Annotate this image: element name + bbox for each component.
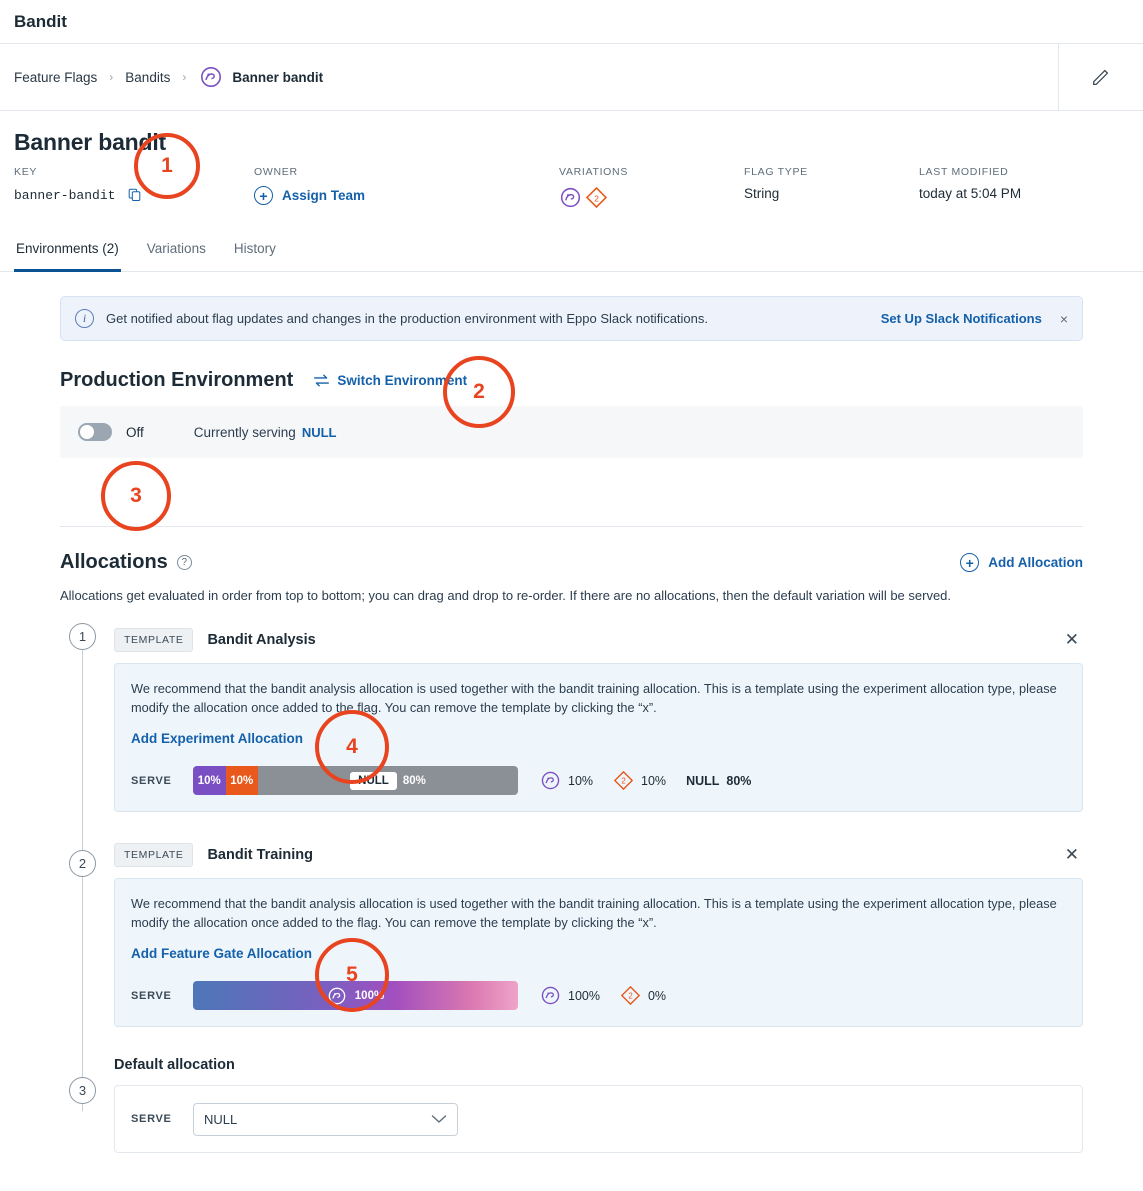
page-title: Bandit	[14, 11, 67, 31]
allocation-index-3: 3	[69, 1077, 96, 1104]
diamond-2-icon	[613, 770, 634, 791]
add-experiment-allocation-link[interactable]: Add Experiment Allocation	[131, 731, 304, 747]
meta-key	[14, 166, 254, 207]
breadcrumb-item-feature-flags[interactable]: Feature Flags	[14, 69, 98, 85]
legend-item-bandit	[540, 985, 600, 1006]
flag-title: Banner bandit	[14, 129, 167, 155]
environment-header	[60, 369, 1083, 392]
toggle-state-label: Off	[126, 424, 144, 440]
legend-item-bandit	[540, 770, 593, 791]
allocation-split-bar	[193, 766, 518, 795]
default-variation-select[interactable]	[193, 1103, 458, 1136]
allocation-card-bandit-training	[114, 838, 1083, 1027]
meta-flag-type	[744, 166, 919, 201]
currently-serving-label: Currently serving	[193, 424, 296, 440]
toggle-knob	[80, 425, 94, 439]
setup-slack-notifications-link[interactable]: Set Up Slack Notifications	[880, 311, 1042, 326]
annotation-marker-4: 4	[315, 710, 389, 784]
chevron-down-icon	[431, 1112, 447, 1127]
serve-label: SERVE	[131, 1113, 172, 1126]
close-icon[interactable]: ✕	[1064, 630, 1079, 649]
meta-last-modified-label: LAST MODIFIED	[919, 166, 1009, 178]
breadcrumb	[0, 44, 1143, 111]
meta-flag-type-value: String	[744, 186, 780, 201]
annotation-marker-3: 3	[101, 461, 171, 531]
flag-header	[0, 111, 1143, 232]
bandit-icon	[198, 64, 224, 90]
legend-item-variation-2	[613, 770, 666, 791]
help-icon[interactable]: ?	[177, 555, 192, 570]
tab-environments[interactable]: Environments (2)	[14, 233, 121, 272]
meta-key-label: KEY	[14, 166, 38, 178]
assign-team-button[interactable]	[254, 186, 559, 205]
slack-notification-banner	[60, 296, 1083, 341]
close-icon[interactable]: ✕	[1064, 845, 1079, 865]
breadcrumb-separator: ›	[109, 70, 114, 84]
currently-serving-value: NULL	[301, 424, 337, 440]
breadcrumb-item-bandits[interactable]: Bandits	[125, 69, 171, 85]
plus-icon: +	[254, 186, 273, 205]
meta-key-value: banner-bandit	[14, 188, 116, 203]
allocations-title: Allocations	[60, 551, 168, 573]
tab-variations[interactable]: Variations	[146, 241, 206, 256]
allocation-index-1: 1	[69, 623, 96, 650]
notice-text: Get notified about flag updates and changes in the production environment with Eppo Slack notifications.	[106, 311, 708, 326]
annotation-marker-2: 2	[443, 356, 515, 428]
pencil-icon	[1090, 66, 1112, 88]
legend-item-null	[686, 774, 751, 788]
plus-icon: +	[960, 553, 979, 572]
diamond-2-icon	[585, 186, 608, 214]
allocation-body-text: We recommend that the bandit analysis allocation is used together with the bandit training allocation. This is a template using the experiment allocation type, please modify the allocation once added to the flag. You can remove the template by clicking the “x”.	[131, 681, 1057, 715]
bar-null-pill: NULL	[350, 772, 397, 790]
allocations-list	[60, 623, 1083, 1153]
meta-last-modified-value: today at 5:04 PM	[919, 186, 1022, 201]
allocation-legend	[540, 985, 666, 1006]
allocation-body-text: We recommend that the bandit analysis allocation is used together with the bandit training allocation. This is a template using the experiment allocation type, please modify the allocation once added to the flag. You can remove the template by clicking the “x”.	[131, 896, 1057, 930]
allocation-legend	[540, 770, 751, 791]
bar-null-percent: 80%	[402, 774, 426, 787]
bandit-icon	[540, 770, 561, 791]
main-content	[0, 296, 1143, 1153]
tab-history[interactable]: History	[233, 241, 276, 256]
allocation-name: Bandit Training	[207, 847, 313, 864]
annotation-marker-5: 5	[315, 938, 389, 1012]
top-bar	[0, 0, 1143, 44]
bar-segment-null	[258, 766, 518, 795]
allocation-index-2: 2	[69, 850, 96, 877]
default-variation-value: NULL	[204, 1111, 238, 1127]
allocations-description: Allocations get evaluated in order from top to bottom; you can drag and drop to re-order. If there are no allocations, then the default variation will be served.	[60, 588, 952, 603]
allocation-split-bar	[193, 981, 518, 1010]
allocation-card-bandit-analysis	[114, 623, 1083, 812]
copy-icon[interactable]	[127, 187, 142, 207]
allocations-header	[60, 551, 1083, 574]
environment-toggle[interactable]	[78, 423, 112, 441]
bandit-icon	[559, 186, 582, 214]
template-badge: TEMPLATE	[114, 843, 193, 867]
bar-segment-variation-1: 10%	[193, 766, 226, 795]
serve-label: SERVE	[131, 989, 172, 1002]
svg-text:2: 2	[594, 193, 599, 204]
tab-bar	[0, 232, 1143, 272]
legend-variation-2-percent: 10%	[641, 773, 667, 788]
bar-percent-label: 100%	[354, 989, 385, 1002]
meta-variations-label: VARIATIONS	[559, 166, 629, 178]
assign-team-label: Assign Team	[282, 188, 366, 203]
bandit-icon	[540, 985, 561, 1006]
switch-environment-button[interactable]	[313, 373, 467, 388]
legend-bandit-percent: 10%	[568, 773, 594, 788]
add-allocation-label: Add Allocation	[988, 555, 1083, 570]
annotation-marker-1: 1	[134, 133, 200, 199]
meta-last-modified	[919, 166, 1021, 201]
serve-label: SERVE	[131, 774, 172, 787]
add-allocation-button[interactable]	[960, 553, 1083, 572]
environment-serving-bar	[60, 406, 1083, 458]
bar-segment-variation-2: 10%	[226, 766, 259, 795]
edit-flag-button[interactable]	[1058, 44, 1143, 110]
info-icon: i	[75, 309, 94, 328]
meta-variations	[559, 166, 744, 214]
template-badge: TEMPLATE	[114, 628, 193, 652]
meta-owner-label: OWNER	[254, 166, 298, 178]
default-allocation-title: Default allocation	[114, 1057, 235, 1074]
default-allocation	[114, 1053, 1083, 1153]
switch-arrows-icon	[313, 373, 330, 388]
legend-null-percent: 80%	[726, 773, 752, 788]
flag-meta-row	[14, 166, 1129, 232]
diamond-2-icon	[620, 985, 641, 1006]
section-divider	[60, 526, 1083, 527]
add-feature-gate-allocation-link[interactable]: Add Feature Gate Allocation	[131, 946, 313, 962]
meta-owner	[254, 166, 559, 205]
meta-flag-type-label: FLAG TYPE	[744, 166, 808, 178]
environment-title: Production Environment	[60, 369, 294, 391]
legend-bandit-percent: 100%	[568, 988, 600, 1003]
breadcrumb-separator: ›	[182, 70, 187, 84]
legend-item-variation-2	[620, 985, 666, 1006]
breadcrumb-current: Banner bandit	[232, 69, 324, 85]
allocation-name: Bandit Analysis	[207, 632, 316, 648]
legend-null-label: NULL	[686, 773, 720, 788]
svg-text:2: 2	[628, 991, 633, 1001]
close-icon[interactable]: ×	[1059, 310, 1068, 327]
switch-environment-label: Switch Environment	[337, 373, 468, 388]
svg-text:2: 2	[621, 776, 626, 786]
legend-variation-2-percent: 0%	[647, 988, 667, 1003]
bandit-icon	[327, 986, 347, 1006]
